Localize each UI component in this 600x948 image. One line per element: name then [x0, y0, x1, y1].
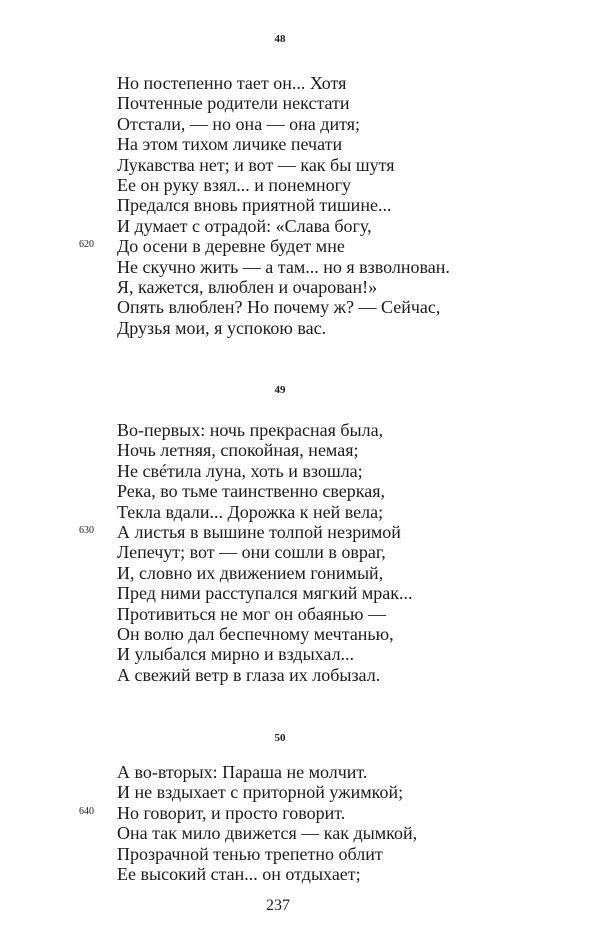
stanza-50-number: 50 — [274, 732, 286, 744]
verse-line-text: И улыбался мирно и вздыхал... — [117, 644, 355, 665]
verse-line — [117, 461, 577, 481]
verse-line — [117, 257, 577, 277]
verse-line — [117, 864, 577, 884]
verse-line — [117, 318, 577, 338]
verse-line-text: А листья в вышине толпой незримой — [117, 521, 401, 542]
verse-line-text: И думает с отрадой: «Слава богу, — [117, 215, 372, 236]
verse-line-text: Лукавства нет; и вот — как бы шутя — [117, 154, 395, 175]
verse-line-text: И, словно их движением гонимый, — [117, 562, 384, 583]
verse-line-text: И не вздыхает с приторной ужимкой; — [117, 782, 404, 803]
verse-line-text: Не свéтила луна, хоть и взошла; — [117, 460, 363, 481]
line-number: 630 — [79, 524, 94, 536]
stanza-48-lines — [79, 73, 577, 338]
verse-line — [117, 844, 577, 864]
verse-line-text: Прозрачной тенью трепетно облит — [117, 843, 383, 864]
verse-line — [117, 563, 577, 583]
verse-line-text: Но говорит, и просто говорит. — [117, 802, 346, 823]
verse-line-text: Я, кажется, влюблен и очарован!» — [117, 276, 378, 297]
verse-line — [117, 624, 577, 644]
stanza-50-lines — [79, 762, 577, 884]
verse-line-text: Во-первых: ночь прекрасная была, — [117, 420, 384, 440]
verse-line — [79, 236, 577, 257]
line-number: 640 — [79, 805, 94, 817]
verse-line — [117, 175, 577, 195]
verse-line — [117, 502, 577, 522]
verse-line-text: Ее высокий стан... он отдыхает; — [117, 863, 361, 884]
page-number: 237 — [266, 897, 290, 914]
verse-line — [117, 604, 577, 624]
verse-line — [117, 644, 577, 664]
verse-line-text: Противиться не мог он обаянью — — [117, 603, 386, 624]
stanza-49-number: 49 — [274, 384, 286, 396]
verse-line — [117, 583, 577, 603]
verse-line-text: Не скучно жить — а там... но я взволнован. — [117, 256, 450, 277]
verse-line-text: Река, во тьме таинственно сверкая, — [117, 481, 386, 502]
verse-line — [117, 93, 577, 113]
stanza-48-number: 48 — [274, 33, 286, 45]
verse-line-text: Лепечут; вот — они сошли в овраг, — [117, 542, 386, 563]
verse-line — [117, 782, 577, 802]
verse-line — [117, 481, 577, 501]
line-number: 620 — [79, 239, 94, 251]
verse-line — [117, 823, 577, 843]
verse-line — [117, 277, 577, 297]
verse-line — [117, 155, 577, 175]
verse-line-text: Ее он руку взял... и понемногу — [117, 174, 352, 195]
verse-line-text: Предался вновь приятной тишине... — [117, 195, 392, 216]
stanza-49-lines — [79, 420, 577, 685]
verse-line — [117, 440, 577, 460]
verse-line — [79, 521, 577, 542]
verse-line-text: А свежий ветр в глаза их лобызал. — [117, 664, 381, 685]
verse-line-text: Пред ними расступался мягкий мрак... — [117, 583, 413, 604]
verse-line-text: Но постепенно тает он... Хотя — [117, 73, 347, 93]
verse-line — [117, 420, 577, 440]
verse-line-text: А во-вторых: Параша не молчит. — [117, 762, 368, 782]
verse-line — [117, 665, 577, 685]
verse-line — [117, 542, 577, 562]
verse-line — [117, 762, 577, 782]
verse-line — [117, 216, 577, 236]
verse-line-text: Он волю дал беспечному мечтанью, — [117, 623, 394, 644]
verse-line-text: Ночь летняя, спокойная, немая; — [117, 440, 359, 461]
verse-line-text: Она так мило движется — как дымкой, — [117, 823, 418, 844]
verse-line-text: До осени в деревне будет мне — [117, 236, 345, 257]
verse-line — [79, 802, 577, 823]
verse-line — [117, 134, 577, 154]
verse-line — [117, 297, 577, 317]
verse-line-text: Почтенные родители некстати — [117, 93, 350, 114]
verse-line-text: На этом тихом личике печати — [117, 134, 343, 155]
verse-line-text: Отстали, — но она — она дитя; — [117, 113, 360, 134]
verse-line-text: Друзья мои, я успокою вас. — [117, 317, 327, 338]
verse-line — [117, 114, 577, 134]
verse-line — [117, 73, 577, 93]
verse-line-text: Текла вдали... Дорожка к ней вела; — [117, 501, 384, 522]
verse-line — [117, 195, 577, 215]
verse-line-text: Опять влюблен? Но почему ж? — Сейчас, — [117, 297, 441, 318]
